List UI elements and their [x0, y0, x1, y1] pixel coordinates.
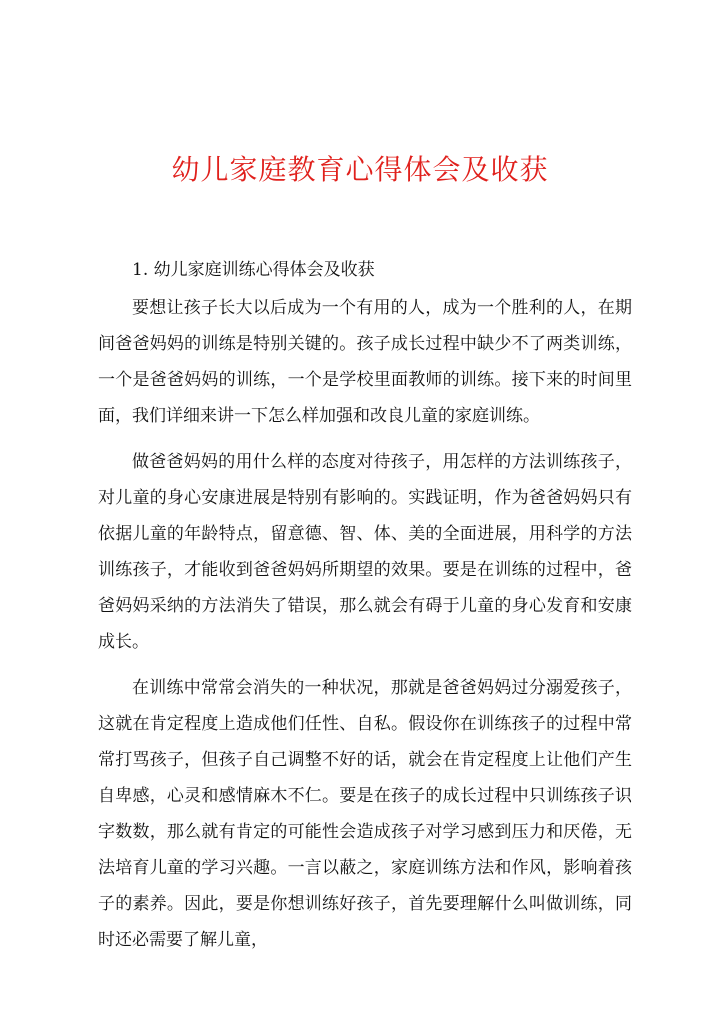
paragraph-1: 要想让孩子长大以后成为一个有用的人，成为一个胜利的人，在期间爸爸妈妈的训练是特别关键的。孩子成长过程中缺少不了两类训练，一个是爸爸妈妈的训练，一个是学校里面教师的训练。接下来的时间里面，我们详细来讲一下怎么样加强和改良儿童的家庭训练。	[98, 298, 632, 426]
paragraph-3: 在训练中常常会消失的一种状况，那就是爸爸妈妈过分溺爱孩子，这就在肯定程度上造成他们任性、自私。假设你在训练孩子的过程中常常打骂孩子，但孩子自己调整不好的话，就会在肯定程度上让他们产生自卑感，心灵和感情麻木不仁。要是在孩子的成长过程中只训练孩子识字数数，那么就有肯定的可能性会造成孩子对学习感到压力和厌倦，无法培育儿童的学习兴趣。一言以蔽之，家庭训练方法和作风，影响着孩子的素养。因此，要是你想训练好孩子，首先要理解什么叫做训练，同时还必需要了解儿童，	[98, 678, 632, 950]
document-title: 幼儿家庭教育心得体会及收获	[171, 153, 549, 186]
paragraph-2: 做爸爸妈妈的用什么样的态度对待孩子，用怎样的方法训练孩子，对儿童的身心安康进展是特别有影响的。实践证明，作为爸爸妈妈只有依据儿童的年龄特点，留意德、智、体、美的全面进展，用科学的方法训练孩子，才能收到爸爸妈妈所期望的效果。要是在训练的过程中，爸爸妈妈采纳的方法消失了错误，那么就会有碍于儿童的身心发育和安康成长。	[98, 452, 632, 652]
document-body	[98, 252, 632, 968]
section-heading: 1. 幼儿家庭训练心得体会及收获	[132, 260, 375, 280]
